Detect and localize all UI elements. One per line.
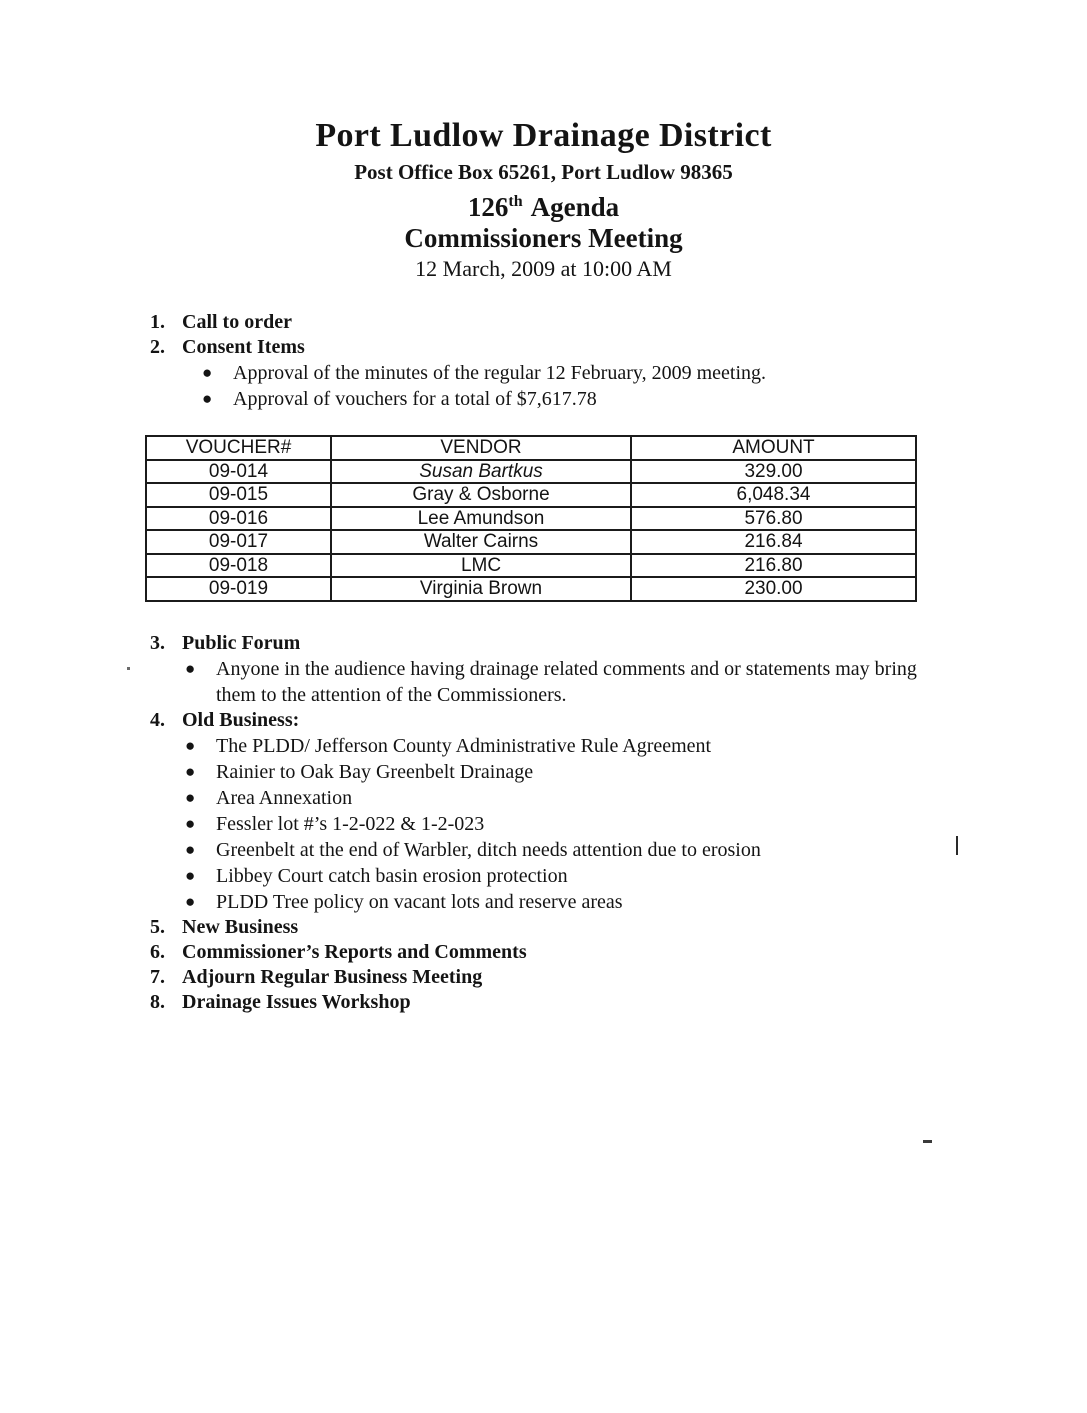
bullet-icon: ●	[185, 865, 196, 885]
voucher-cell: 09-015	[146, 483, 331, 507]
agenda-word: Agenda	[530, 192, 620, 222]
agenda-item-title: Adjourn Regular Business Meeting	[182, 965, 483, 988]
agenda-item-number: 3.	[150, 631, 165, 654]
agenda-item	[150, 965, 1027, 990]
bullet-icon: ●	[185, 735, 196, 755]
agenda-item-title: Public Forum	[182, 631, 301, 654]
agenda-item-number: 8.	[150, 990, 165, 1013]
agenda-item-heading	[150, 990, 1027, 1015]
agenda-item-title: Drainage Issues Workshop	[182, 990, 411, 1013]
voucher-column-header: AMOUNT	[631, 436, 916, 460]
voucher-cell: 09-014	[146, 460, 331, 484]
agenda-bullet-text: Area Annexation	[216, 786, 353, 809]
agenda-item-heading	[150, 940, 1027, 965]
agenda-bullet	[185, 889, 1027, 915]
bullet-icon: ●	[185, 787, 196, 807]
agenda-item-number: 6.	[150, 940, 165, 963]
agenda-bullet-text: Fessler lot #’s 1-2-022 & 1-2-023	[216, 812, 485, 835]
vendor-cell: LMC	[331, 554, 631, 578]
agenda-item-heading	[150, 631, 1027, 656]
scan-artifact-vertical-bar	[956, 836, 958, 855]
bullet-icon: ●	[185, 761, 196, 781]
agenda-item-heading	[150, 915, 1027, 940]
vendor-cell: Susan Bartkus	[331, 460, 631, 484]
agenda-item-number: 4.	[150, 708, 165, 731]
vendor-cell: Virginia Brown	[331, 577, 631, 601]
agenda-bullet	[185, 837, 1027, 863]
agenda-item-heading	[150, 708, 1027, 733]
bullet-icon: ●	[185, 813, 196, 833]
agenda-list-top	[150, 310, 1027, 412]
voucher-table-body	[146, 460, 916, 601]
amount-cell: 216.84	[631, 530, 916, 554]
agenda-item-title: New Business	[182, 915, 299, 938]
agenda-item-number: 5.	[150, 915, 165, 938]
agenda-ordinal-suffix: th	[508, 193, 523, 210]
agenda-item-heading	[150, 335, 1027, 360]
agenda-bullet-text: Approval of vouchers for a total of $7,617.78	[233, 388, 597, 410]
agenda-item	[150, 990, 1027, 1015]
meeting-datetime: 12 March, 2009 at 10:00 AM	[415, 256, 672, 281]
agenda-bullet	[202, 360, 1027, 386]
agenda-item-heading	[150, 310, 1027, 335]
agenda-bullet	[185, 759, 1027, 785]
agenda-item	[150, 708, 1027, 915]
agenda-bullet-text: Approval of the minutes of the regular 12 February, 2009 meeting.	[233, 362, 767, 384]
agenda-item-number: 1.	[150, 311, 165, 333]
agenda-bullet-text: PLDD Tree policy on vacant lots and reserve areas	[216, 890, 623, 913]
vendor-cell: Walter Cairns	[331, 530, 631, 554]
agenda-bullet	[185, 656, 1027, 708]
agenda-item-number: 7.	[150, 965, 165, 988]
vendor-cell: Lee Amundson	[331, 507, 631, 531]
organization-title: Port Ludlow Drainage District	[315, 117, 772, 154]
voucher-column-header: VENDOR	[331, 436, 631, 460]
agenda-bullet-text: The PLDD/ Jefferson County Administrative Rule Agreement	[216, 734, 712, 757]
agenda-item-title: Commissioner’s Reports and Comments	[182, 940, 527, 963]
table-row	[146, 460, 916, 484]
agenda-bullet	[185, 785, 1027, 811]
amount-cell: 6,048.34	[631, 483, 916, 507]
voucher-table	[145, 435, 917, 602]
agenda-bullet	[185, 863, 1027, 889]
agenda-item-title: Consent Items	[182, 336, 305, 358]
amount-cell: 329.00	[631, 460, 916, 484]
voucher-table-header	[146, 436, 916, 460]
amount-cell: 576.80	[631, 507, 916, 531]
agenda-bullet	[202, 386, 1027, 412]
agenda-title	[0, 187, 1087, 222]
agenda-bullet-text: Anyone in the audience having drainage related comments and or statements may bring them to the attention of the Commissioners.	[216, 657, 917, 706]
table-row	[146, 530, 916, 554]
table-row	[146, 577, 916, 601]
voucher-cell: 09-019	[146, 577, 331, 601]
meeting-title: Commissioners Meeting	[404, 223, 683, 253]
agenda-bullet-text: Greenbelt at the end of Warbler, ditch needs attention due to erosion	[216, 838, 761, 861]
voucher-cell: 09-016	[146, 507, 331, 531]
bullet-icon: ●	[185, 891, 196, 911]
voucher-cell: 09-018	[146, 554, 331, 578]
scan-artifact-dash	[923, 1140, 932, 1143]
agenda-item	[150, 631, 1027, 708]
amount-cell: 230.00	[631, 577, 916, 601]
agenda-bullet-text: Libbey Court catch basin erosion protection	[216, 864, 568, 887]
agenda-item	[150, 915, 1027, 940]
agenda-item-title: Old Business:	[182, 708, 300, 731]
scan-artifact-dot	[127, 667, 130, 670]
agenda-item	[150, 335, 1027, 412]
voucher-table-section	[145, 435, 1087, 602]
table-row	[146, 554, 916, 578]
bullet-icon: ●	[185, 658, 196, 678]
bullet-icon: ●	[202, 363, 213, 382]
agenda-bullet	[185, 811, 1027, 837]
voucher-cell: 09-017	[146, 530, 331, 554]
table-row	[146, 507, 916, 531]
agenda-item-heading	[150, 965, 1027, 990]
amount-cell: 216.80	[631, 554, 916, 578]
document-header	[0, 0, 1087, 281]
table-row	[146, 483, 916, 507]
agenda-list-bottom	[150, 631, 1027, 1015]
voucher-column-header: VOUCHER#	[146, 436, 331, 460]
bullet-icon: ●	[202, 389, 213, 408]
agenda-item-title: Call to order	[182, 311, 292, 333]
organization-address: Post Office Box 65261, Port Ludlow 98365	[354, 160, 733, 184]
agenda-item	[150, 310, 1027, 335]
agenda-number: 126	[467, 192, 509, 222]
vendor-cell: Gray & Osborne	[331, 483, 631, 507]
agenda-bullet	[185, 733, 1027, 759]
agenda-item-number: 2.	[150, 336, 165, 358]
bullet-icon: ●	[185, 839, 196, 859]
agenda-item	[150, 940, 1027, 965]
agenda-bullet-text: Rainier to Oak Bay Greenbelt Drainage	[216, 760, 534, 783]
